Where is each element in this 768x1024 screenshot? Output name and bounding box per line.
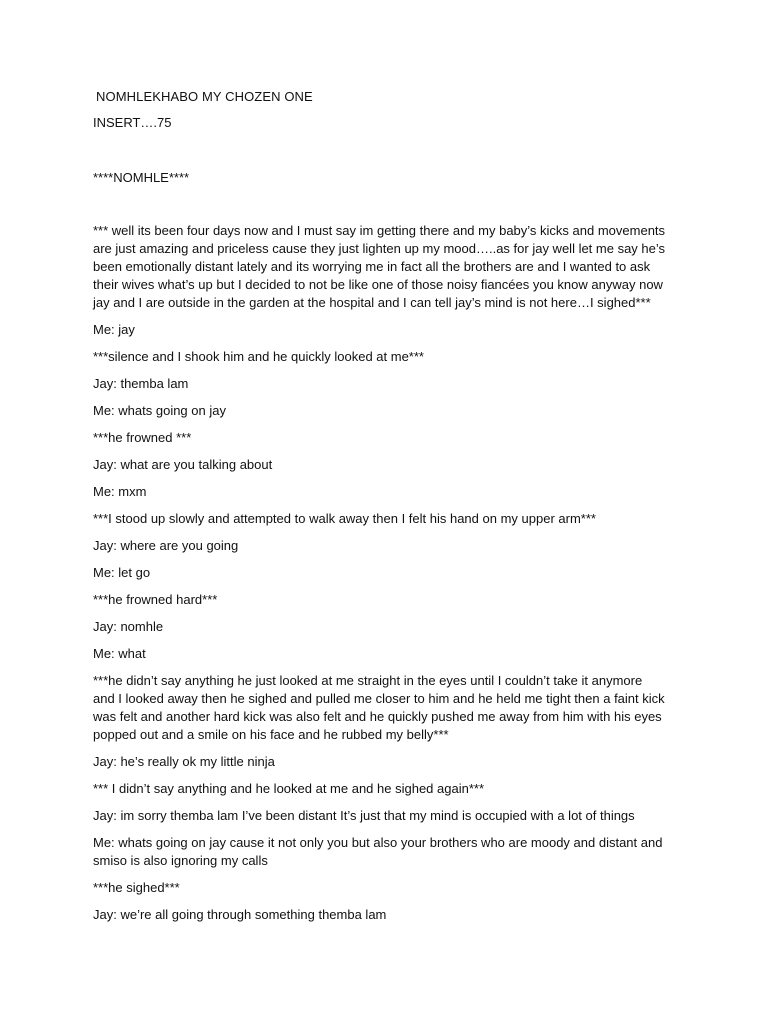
paragraph-line: was felt and another hard kick was also felt and he quickly pushed me away from him with his eyes (93, 709, 662, 724)
paragraph-line: jay and I are outside in the garden at the hospital and I can tell jay’s mind is not here…I sighed*** (93, 295, 651, 310)
story-paragraph (93, 537, 683, 555)
paragraph-line: Jay: nomhle (93, 619, 164, 634)
story-paragraph (93, 510, 683, 528)
story-paragraph (93, 375, 683, 393)
paragraph-line: Me: let go (93, 565, 151, 580)
paragraph-line: Me: whats going on jay cause it not only you but also your brothers who are moody and distant and (93, 835, 663, 850)
story-paragraph (93, 564, 683, 582)
paragraph-line: Me: jay (93, 322, 135, 337)
story-paragraph (93, 906, 683, 924)
paragraph-line: Jay: what are you talking about (93, 457, 273, 472)
paragraph-line: ***silence and I shook him and he quickly looked at me*** (93, 349, 424, 364)
paragraph-line: Jay: we’re all going through something themba lam (93, 907, 387, 922)
paragraph-line: Me: what (93, 646, 146, 661)
paragraph-line: their wives what’s up but I decided to not be like one of those noisy fiancées you know anyway now (93, 277, 663, 292)
story-paragraph (93, 348, 683, 366)
paragraph-line: Me: mxm (93, 484, 147, 499)
section-header: ****NOMHLE**** (93, 170, 190, 185)
paragraph-line: ***he frowned *** (93, 430, 192, 445)
story-paragraph (93, 456, 683, 474)
story-paragraph (93, 618, 683, 636)
story-paragraph (93, 879, 683, 897)
story-paragraph (93, 807, 683, 825)
story-paragraph (93, 834, 683, 870)
story-paragraph (93, 483, 683, 501)
paragraph-line: smiso is also ignoring my calls (93, 853, 268, 868)
story-paragraph (93, 402, 683, 420)
paragraph-line: and I looked away then he sighed and pulled me closer to him and he held me tight then a faint kick (93, 691, 665, 706)
story-paragraph (93, 753, 683, 771)
paragraph-line: popped out and a smile on his face and he rubbed my belly*** (93, 727, 449, 742)
story-paragraph (93, 780, 683, 798)
insert-number: INSERT….75 (93, 115, 172, 130)
paragraph-line: Jay: im sorry themba lam I’ve been distant It’s just that my mind is occupied with a lot of things (93, 808, 635, 823)
paragraph-line: ***he didn’t say anything he just looked at me straight in the eyes until I couldn’t take it anymore (93, 673, 643, 688)
paragraph-line: ***he sighed*** (93, 880, 180, 895)
story-paragraph (93, 321, 683, 339)
paragraph-line: Me: whats going on jay (93, 403, 226, 418)
story-paragraph (93, 645, 683, 663)
paragraph-line: been emotionally distant lately and its worrying me in fact all the brothers are and I wanted to ask (93, 259, 651, 274)
paragraph-line: are just amazing and priceless cause they just lighten up my mood…..as for jay well let me say he’s (93, 241, 666, 256)
paragraph-line: ***he frowned hard*** (93, 592, 218, 607)
story-paragraph (93, 429, 683, 447)
paragraph-line: *** well its been four days now and I must say im getting there and my baby’s kicks and movements (93, 223, 666, 238)
paragraph-line: Jay: where are you going (93, 538, 239, 553)
paragraph-line: Jay: themba lam (93, 376, 189, 391)
document-title: NOMHLEKHABO MY CHOZEN ONE (96, 89, 313, 104)
paragraph-line: ***I stood up slowly and attempted to walk away then I felt his hand on my upper arm*** (93, 511, 596, 526)
story-paragraph (93, 672, 683, 744)
story-paragraph (93, 222, 683, 312)
paragraph-line: *** I didn’t say anything and he looked at me and he sighed again*** (93, 781, 485, 796)
paragraph-line: Jay: he’s really ok my little ninja (93, 754, 275, 769)
story-paragraph (93, 591, 683, 609)
story-body (93, 222, 683, 933)
